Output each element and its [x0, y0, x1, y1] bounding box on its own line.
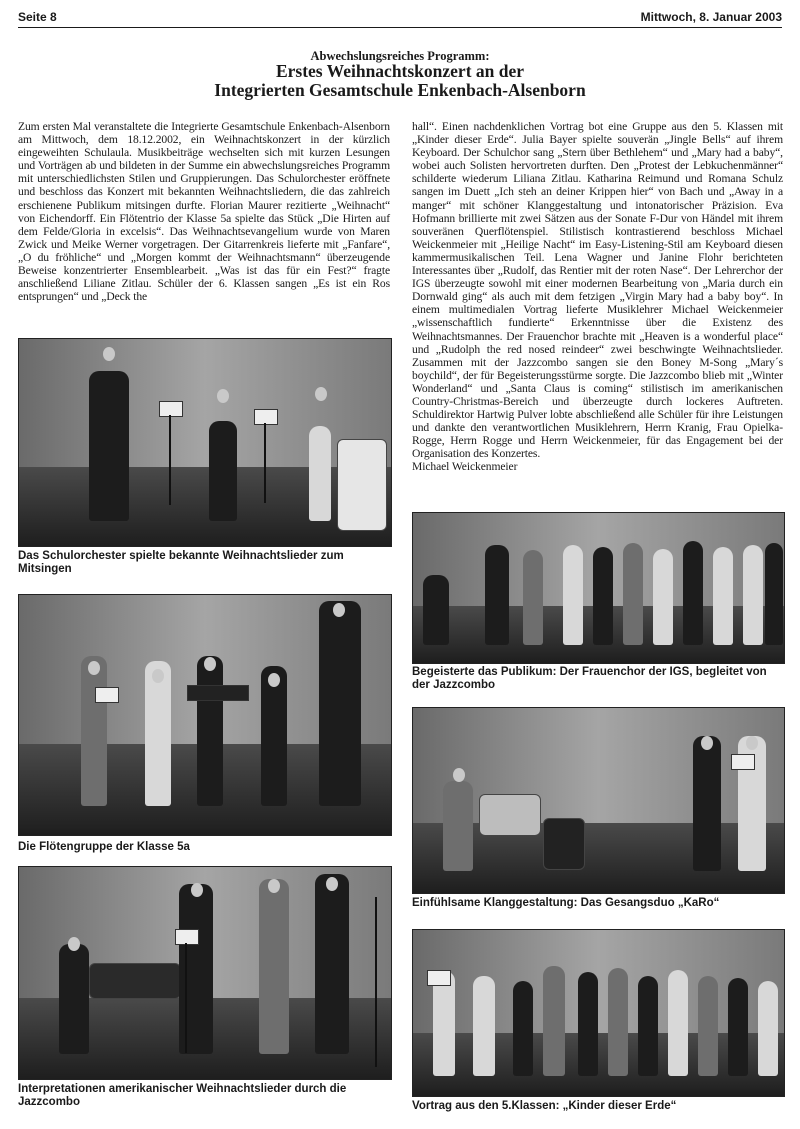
article-author: Michael Weickenmeier — [412, 460, 518, 474]
caption-flute-group: Die Flötengruppe der Klasse 5a — [18, 841, 190, 853]
caption-vocal-duo: Einfühlsame Klanggestaltung: Das Gesangsduo „KaRo“ — [412, 897, 720, 909]
header-rule — [18, 27, 782, 28]
photo-vocal-duo — [412, 707, 785, 894]
article-column-2 — [412, 120, 783, 474]
article-column-1: Zum ersten Mal veranstaltete die Integrierte Gesamtschule Enkenbach-Alsenborn am Mittwoch, dem 18.12.2002, ein Weihnachtskonzert in der kürzlich eingeweihten Schulaula. Musikbeiträge wechselten sich mit kurzen Lesungen und Vorträgen ab und bildeten in der Summe ein abwechslungsreiches Programm mit unterschiedlichsten Stilen und Gruppierungen. Das Schulorchester eröffnete und beschloss das Konzert mit bekannten Weihnachtsliedern, die das zahlreich erschienene Publikum mitsingen durfte. Florian Maurer rezitierte „Weihnacht“ von Eichendorff. Ein Flötentrio der Klasse 5a spielte das Stück „Die Hirten auf dem Felde/Gloria in excelsis“. Das Weihnachtsevangelium wurde von Maren Zwick und Meike Werner vorgetragen. Der Gitarrenkreis lieferte mit „Fanfare“, „O du fröhliche“ und „Morgen kommt der Weihnachtsmann“ überzeugende Beweise konzentrierter Ensemblearbeit. „Was ist das für ein Fest?“ fragte anschließend Liliane Zitlau. Schüler der 6. Klassen sangen „Es ist ein Ros entsprungen“ und „Deck the — [18, 120, 390, 304]
photo-children-presentation — [412, 929, 785, 1097]
caption-orchestra: Das Schulorchester spielte bekannte Weihnachtslieder zum Mitsingen — [18, 550, 344, 575]
caption-womens-choir: Begeisterte das Publikum: Der Frauenchor der IGS, begleitet von der Jazzcombo — [412, 666, 767, 691]
headline-line-1: Erstes Weihnachtskonzert an der — [275, 61, 525, 81]
photo-womens-choir — [412, 512, 785, 664]
article-headline — [0, 62, 800, 100]
caption-children-presentation: Vortrag aus den 5.Klassen: „Kinder dieser Erde“ — [412, 1100, 677, 1112]
article-column-2-text: hall“. Einen nachdenklichen Vortrag bot eine Gruppe aus den 5. Klassen mit „Kinder dieser Erde“. Julia Bayer spielte souverän „Jingle Bells“ auf ihrem Keyboard. Der Schulchor sang „Stern über Bethlehem“ und „Mary had a baby“, wobei auch Solisten hervortreten durften. Den „Protest der Lebkuchenmänner“ schilderte wiederum Liliana Zitlau. Katharina Reimund und Romana Schulz sangen im Duett „Ich steh an deiner Krippen hier“ von Bach und „Away in a manger“ mit schöner Klanggestaltung und intonatorischer Präzision. Eva Hofmann brillierte mit zwei Sätzen aus der Sonate F-Dur von Händel mit ihrem souveränen Querflötenspiel. Stilistisch kontrastierend beschloss Michael Weickenmeier mit „Heilige Nacht“ im Easy-Listening-Stil am Keyboard diesen kammermusikalischen Teil. Lena Wagner und Janine Flohr berichteten Interessantes über „Rudolf, das Rentier mit der roten Nase“. Der Lehrerchor der IGS überzeugte sowohl mit einer modernen Bearbeitung von „Maria durch ein Dornwald ging“ als auch mit dem fetzigen „Virgin Mary had a baby boy“. In einem multimedialen Vortrag lieferte Musiklehrer Michael Weickenmeier „wissenschaftlich fundierte“ Erkenntnisse über die Existenz des Weihnachtsmannes. Der Frauenchor brachte mit „Heaven is a wonderful place“ und „Rudolph the red nosed reindeer“ zwei beschwingte Weihnachtslieder. Zusammen mit der Jazzcombo sangen sie den Boney M-Song „Mary´s boychild“, der für Begeisterungsstürme sorgte. Die Jazzcombo blieb mit „Winter Wonderland“ und „Santa Claus is coming“ stilistisch im amerikanischen Country-Christmas-Bereich und überzeugte durch lockeres Auftreten. Schuldirektor Hartwig Pulver lobte abschließend alle Schüler für ihre Leistungen und dankte den verantwortlichen Musiklehrern, Herrn Kranig, Frau Opielka-Rogge, Herrn Rogge und Herrn Weickenmeier, für das Engagement bei der Organisation des Konzertes. — [412, 120, 783, 461]
article-kicker: Abwechslungsreiches Programm: — [310, 49, 490, 63]
caption-jazz-combo: Interpretationen amerikanischer Weihnachtslieder durch die Jazzcombo — [18, 1083, 347, 1108]
photo-flute-group — [18, 594, 392, 836]
page-number: Seite 8 — [18, 10, 57, 24]
photo-school-orchestra — [18, 338, 392, 547]
photo-jazz-combo — [18, 866, 392, 1080]
issue-date: Mittwoch, 8. Januar 2003 — [640, 10, 782, 24]
headline-line-2: Integrierten Gesamtschule Enkenbach-Alsenborn — [214, 80, 586, 100]
